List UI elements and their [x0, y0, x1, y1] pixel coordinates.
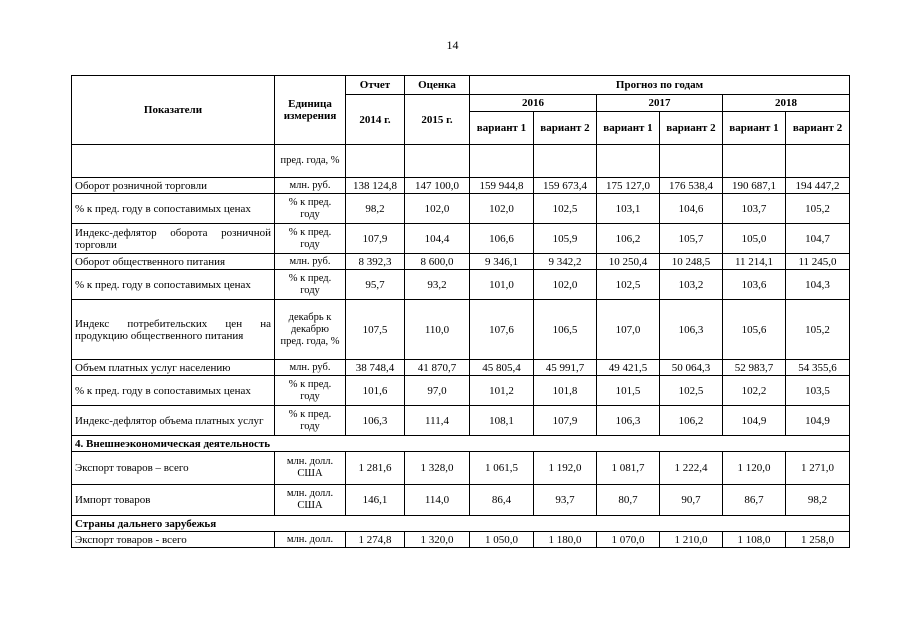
table-row [72, 270, 850, 300]
indicator-cell: Индекс-дефлятор объема платных услуг [72, 406, 275, 436]
section-row [72, 516, 850, 532]
value-cell: 1 120,0 [723, 452, 786, 485]
value-cell: 1 070,0 [597, 532, 660, 548]
value-cell [470, 145, 534, 178]
value-cell: 107,6 [470, 300, 534, 360]
value-cell: 101,5 [597, 376, 660, 406]
unit-cell: млн. руб. [275, 254, 346, 270]
value-cell: 104,9 [723, 406, 786, 436]
value-cell: 103,6 [723, 270, 786, 300]
indicator-cell: % к пред. году в сопоставимых ценах [72, 194, 275, 224]
value-cell [405, 145, 470, 178]
value-cell [660, 145, 723, 178]
value-cell: 101,2 [470, 376, 534, 406]
value-cell: 104,4 [405, 224, 470, 254]
unit-cell: млн. руб. [275, 360, 346, 376]
unit-cell: млн. долл. США [275, 485, 346, 516]
indicator-cell: Импорт товаров [72, 485, 275, 516]
unit-cell: % к пред. году [275, 376, 346, 406]
value-cell: 106,2 [597, 224, 660, 254]
value-cell: 1 274,8 [346, 532, 405, 548]
value-cell: 104,3 [786, 270, 850, 300]
table-row [72, 178, 850, 194]
value-cell: 105,6 [723, 300, 786, 360]
indicator-cell: Индекс-дефлятор оборота розничной торговли [72, 224, 275, 254]
year-header: 2018 [723, 95, 850, 112]
indicator-cell: Оборот розничной торговли [72, 178, 275, 194]
indicator-cell: Объем платных услуг населению [72, 360, 275, 376]
value-cell: 194 447,2 [786, 178, 850, 194]
value-cell: 1 258,0 [786, 532, 850, 548]
value-cell: 1 192,0 [534, 452, 597, 485]
value-cell: 103,5 [786, 376, 850, 406]
value-cell: 108,1 [470, 406, 534, 436]
unit-cell: млн. долл. [275, 532, 346, 548]
table-row [72, 376, 850, 406]
value-cell: 103,7 [723, 194, 786, 224]
section-title: 4. Внешнеэкономическая деятельность [72, 436, 850, 452]
table-row [72, 224, 850, 254]
value-cell: 8 392,3 [346, 254, 405, 270]
variant-header: вариант 2 [534, 112, 597, 145]
value-cell: 159 673,4 [534, 178, 597, 194]
value-cell [597, 145, 660, 178]
value-cell: 106,3 [660, 300, 723, 360]
value-cell: 102,0 [405, 194, 470, 224]
page-number: 14 [446, 38, 459, 52]
unit-cell: декабрь к декабрю пред. года, % [275, 300, 346, 360]
value-cell: 54 355,6 [786, 360, 850, 376]
unit-cell: % к пред. году [275, 224, 346, 254]
value-cell: 102,0 [470, 194, 534, 224]
value-cell: 1 108,0 [723, 532, 786, 548]
value-cell: 93,2 [405, 270, 470, 300]
table-row [72, 532, 850, 548]
value-cell: 38 748,4 [346, 360, 405, 376]
value-cell: 107,9 [346, 224, 405, 254]
value-cell: 102,5 [597, 270, 660, 300]
unit-cell: пред. года, % [275, 145, 346, 178]
report-header: Отчет [346, 76, 405, 95]
value-cell: 10 250,4 [597, 254, 660, 270]
value-cell: 86,7 [723, 485, 786, 516]
variant-header: вариант 1 [470, 112, 534, 145]
value-cell: 106,6 [470, 224, 534, 254]
value-cell: 9 346,1 [470, 254, 534, 270]
variant-header: вариант 1 [723, 112, 786, 145]
value-cell: 45 805,4 [470, 360, 534, 376]
value-cell: 1 061,5 [470, 452, 534, 485]
value-cell: 106,3 [346, 406, 405, 436]
value-cell [534, 145, 597, 178]
value-cell: 103,2 [660, 270, 723, 300]
value-cell: 90,7 [660, 485, 723, 516]
value-cell: 1 328,0 [405, 452, 470, 485]
estimate-year-header: 2015 г. [405, 95, 470, 145]
value-cell: 105,2 [786, 300, 850, 360]
unit-cell: млн. долл. США [275, 452, 346, 485]
indicator-cell: % к пред. году в сопоставимых ценах [72, 376, 275, 406]
unit-cell: % к пред. году [275, 270, 346, 300]
value-cell: 1 081,7 [597, 452, 660, 485]
value-cell: 105,9 [534, 224, 597, 254]
value-cell: 52 983,7 [723, 360, 786, 376]
value-cell: 1 210,0 [660, 532, 723, 548]
value-cell: 41 870,7 [405, 360, 470, 376]
value-cell: 107,9 [534, 406, 597, 436]
unit-cell: млн. руб. [275, 178, 346, 194]
value-cell [723, 145, 786, 178]
value-cell: 101,6 [346, 376, 405, 406]
table-row [72, 406, 850, 436]
variant-header: вариант 2 [786, 112, 850, 145]
value-cell: 11 245,0 [786, 254, 850, 270]
value-cell: 11 214,1 [723, 254, 786, 270]
value-cell: 102,5 [660, 376, 723, 406]
value-cell: 93,7 [534, 485, 597, 516]
value-cell: 106,5 [534, 300, 597, 360]
value-cell: 86,4 [470, 485, 534, 516]
value-cell: 190 687,1 [723, 178, 786, 194]
unit-cell: % к пред. году [275, 194, 346, 224]
forecast-header: Прогноз по годам [470, 76, 850, 95]
year-header: 2017 [597, 95, 723, 112]
value-cell: 107,5 [346, 300, 405, 360]
section-title: Страны дальнего зарубежья [72, 516, 850, 532]
value-cell: 102,0 [534, 270, 597, 300]
value-cell: 104,6 [660, 194, 723, 224]
value-cell: 105,2 [786, 194, 850, 224]
table-row [72, 145, 850, 178]
table-row [72, 254, 850, 270]
value-cell: 97,0 [405, 376, 470, 406]
year-header: 2016 [470, 95, 597, 112]
value-cell: 114,0 [405, 485, 470, 516]
value-cell: 10 248,5 [660, 254, 723, 270]
table-body [72, 145, 850, 548]
value-cell: 111,4 [405, 406, 470, 436]
indicator-cell [72, 145, 275, 178]
indicator-cell: Оборот общественного питания [72, 254, 275, 270]
value-cell: 95,7 [346, 270, 405, 300]
value-cell: 104,9 [786, 406, 850, 436]
value-cell: 102,5 [534, 194, 597, 224]
value-cell: 176 538,4 [660, 178, 723, 194]
indicators-header: Показатели [72, 76, 275, 145]
value-cell: 146,1 [346, 485, 405, 516]
value-cell: 175 127,0 [597, 178, 660, 194]
indicator-cell: % к пред. году в сопоставимых ценах [72, 270, 275, 300]
indicator-cell: Экспорт товаров – всего [72, 452, 275, 485]
unit-header: Единица измерения [275, 76, 346, 145]
table-row [72, 452, 850, 485]
value-cell [346, 145, 405, 178]
value-cell: 106,3 [597, 406, 660, 436]
variant-header: вариант 1 [597, 112, 660, 145]
table-row [72, 194, 850, 224]
value-cell: 110,0 [405, 300, 470, 360]
value-cell: 80,7 [597, 485, 660, 516]
value-cell: 104,7 [786, 224, 850, 254]
value-cell: 105,0 [723, 224, 786, 254]
forecast-table [71, 75, 850, 548]
value-cell: 103,1 [597, 194, 660, 224]
value-cell: 101,8 [534, 376, 597, 406]
value-cell: 8 600,0 [405, 254, 470, 270]
value-cell: 98,2 [786, 485, 850, 516]
value-cell: 1 180,0 [534, 532, 597, 548]
value-cell: 98,2 [346, 194, 405, 224]
unit-cell: % к пред. году [275, 406, 346, 436]
value-cell: 147 100,0 [405, 178, 470, 194]
value-cell: 101,0 [470, 270, 534, 300]
value-cell: 45 991,7 [534, 360, 597, 376]
value-cell: 1 222,4 [660, 452, 723, 485]
value-cell: 9 342,2 [534, 254, 597, 270]
indicator-cell: Индекс потребительских цен на продукцию общественного питания [72, 300, 275, 360]
value-cell: 49 421,5 [597, 360, 660, 376]
value-cell: 138 124,8 [346, 178, 405, 194]
variant-header: вариант 2 [660, 112, 723, 145]
table-header [72, 76, 850, 145]
value-cell: 50 064,3 [660, 360, 723, 376]
indicator-cell: Экспорт товаров - всего [72, 532, 275, 548]
value-cell: 105,7 [660, 224, 723, 254]
table-row [72, 360, 850, 376]
value-cell: 159 944,8 [470, 178, 534, 194]
value-cell [786, 145, 850, 178]
table-row [72, 485, 850, 516]
value-cell: 1 320,0 [405, 532, 470, 548]
table-row [72, 300, 850, 360]
value-cell: 1 050,0 [470, 532, 534, 548]
value-cell: 102,2 [723, 376, 786, 406]
value-cell: 106,2 [660, 406, 723, 436]
value-cell: 1 281,6 [346, 452, 405, 485]
section-row [72, 436, 850, 452]
value-cell: 1 271,0 [786, 452, 850, 485]
report-year-header: 2014 г. [346, 95, 405, 145]
value-cell: 107,0 [597, 300, 660, 360]
estimate-header: Оценка [405, 76, 470, 95]
